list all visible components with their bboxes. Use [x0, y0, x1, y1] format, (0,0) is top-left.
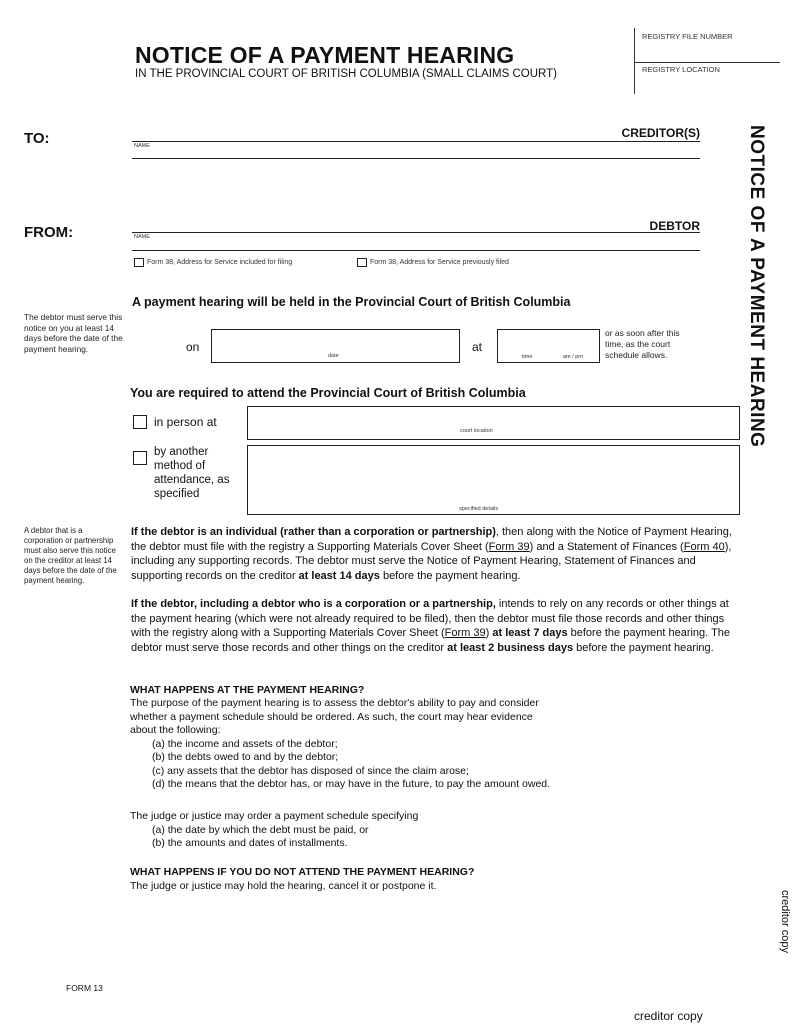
- individual-text-2: ) and a Statement of Finances (: [529, 540, 684, 553]
- form39-link[interactable]: Form 39: [488, 540, 530, 553]
- court-location-field[interactable]: [247, 406, 740, 440]
- specified-details-field[interactable]: [247, 445, 740, 515]
- form40-link[interactable]: Form 40: [683, 540, 725, 553]
- form39-link-2[interactable]: Form 39: [444, 627, 486, 639]
- corporation-text-2: ): [485, 627, 493, 639]
- hearing-time-field[interactable]: [497, 329, 600, 363]
- order-section: [130, 810, 730, 851]
- in-person-label: in person at: [154, 415, 217, 429]
- corporation-bold-intro: If the debtor, including a debtor who is a corporation or a partnership,: [131, 598, 496, 610]
- list-item: (a) the income and assets of the debtor;: [152, 737, 338, 750]
- debtor-name-label: NAME: [134, 234, 150, 240]
- individual-text-4: before the payment hearing.: [379, 569, 521, 582]
- corporation-text-3: before the payment hearing. The debtor must serve those records and other things on the creditor: [131, 627, 731, 654]
- individual-text-1: , then along with the Notice of Payment Hearing, the debtor must file with the registry a Supporting Materials Cover Sheet (: [131, 526, 732, 553]
- form-title: NOTICE OF A PAYMENT HEARING: [135, 42, 515, 68]
- what-happens-body: [130, 697, 730, 792]
- list-item: (d) the means that the debtor has, or may have in the future, to pay the amount owed.: [152, 778, 551, 790]
- specified-details-label: specified details: [459, 506, 499, 512]
- corporation-bold-business: at least 2 business days: [447, 641, 574, 654]
- date-label: date: [328, 353, 339, 359]
- time-label: time: [522, 354, 533, 360]
- side-title: NOTICE OF A PAYMENT HEARING: [746, 125, 767, 448]
- what-happens-heading: WHAT HAPPENS AT THE PAYMENT HEARING?: [130, 684, 365, 696]
- court-location-label: court location: [460, 428, 493, 434]
- creditor-name-label: NAME: [134, 143, 150, 149]
- at-label: at: [472, 340, 483, 354]
- side-note-service: The debtor must serve this notice on you at least 14 days before the date of the payment hearing.: [24, 312, 123, 354]
- debtor-name-field[interactable]: [132, 232, 700, 233]
- hearing-heading: A payment hearing will be held in the Provincial Court of British Columbia: [132, 295, 571, 309]
- other-method-label: by another method of attendance, as specified: [154, 446, 230, 500]
- registry-block: [634, 28, 780, 94]
- paragraph-corporation: [131, 597, 743, 655]
- form38-included-label: Form 38, Address for Service included for filing: [147, 259, 293, 266]
- attend-heading: You are required to attend the Provincial Court of British Columbia: [130, 386, 526, 400]
- to-label: TO:: [24, 130, 50, 147]
- on-label: on: [186, 340, 200, 354]
- corporation-bold-days: at least 7 days: [492, 627, 568, 639]
- form38-previous-checkbox[interactable]: [357, 258, 367, 267]
- copy-label-side: creditor copy: [779, 890, 791, 953]
- list-item: (b) the debts owed to and by the debtor;: [152, 751, 339, 763]
- not-attend-heading: WHAT HAPPENS IF YOU DO NOT ATTEND THE PAYMENT HEARING?: [130, 866, 475, 878]
- form38-included-checkbox[interactable]: [134, 258, 144, 267]
- registry-file-number-field[interactable]: [635, 62, 780, 63]
- from-label: FROM:: [24, 224, 74, 241]
- form38-previous-label: Form 38, Address for Service previously filed: [370, 259, 509, 266]
- what-happens-line-1: The purpose of the payment hearing is to assess the debtor's ability to pay and consider: [130, 697, 539, 709]
- list-item: (a) the date by which the debt must be paid, or: [152, 823, 369, 836]
- form-number: FORM 13: [66, 983, 103, 993]
- debtor-extra-line[interactable]: [132, 250, 700, 251]
- list-item: (c) any assets that the debtor has disposed of since the claim arose;: [152, 764, 469, 777]
- individual-bold-paren: (rather than a corporation or partnership): [280, 526, 496, 538]
- copy-label-bottom: creditor copy: [634, 1009, 703, 1023]
- what-happens-line-3: about the following:: [130, 724, 221, 736]
- individual-text-3: ), including any supporting records. The debtor must serve the Notice of Payment Hearing, Statement of Finances and supporting records on the creditor: [131, 540, 732, 582]
- corporation-text-1: intends to rely on any records or other things at the payment hearing (which were not already required to be filed), then the debtor must file those records and other things with the registry along with a Supporting Materials Cover Sheet (: [131, 598, 729, 639]
- individual-bold-intro: If the debtor is an individual: [131, 526, 278, 538]
- registry-location-label: REGISTRY LOCATION: [642, 65, 720, 74]
- ampm-label: am / pm: [563, 354, 583, 360]
- not-attend-text: The judge or justice may hold the hearing, cancel it or postpone it.: [130, 880, 437, 892]
- corporation-text-4: before the payment hearing.: [573, 641, 714, 654]
- side-note-corporation: A debtor that is a corporation or partnership must also serve this notice on the creditor at least 14 days before the date of the payment hearing.: [24, 526, 117, 585]
- other-method-checkbox[interactable]: [133, 451, 147, 465]
- debtor-role: DEBTOR: [649, 219, 700, 233]
- registry-file-number-label: REGISTRY FILE NUMBER: [642, 32, 733, 41]
- creditor-role: CREDITOR(S): [621, 126, 700, 140]
- in-person-checkbox[interactable]: [133, 415, 147, 429]
- judge-order-line: The judge or justice may order a payment schedule specifying: [130, 810, 419, 822]
- individual-bold-days: at least 14 days: [298, 569, 380, 582]
- form-subtitle: IN THE PROVINCIAL COURT OF BRITISH COLUMBIA (SMALL CLAIMS COURT): [135, 68, 557, 80]
- paragraph-individual: [131, 525, 743, 583]
- as-soon-after-text: or as soon after this time, as the court schedule allows.: [605, 328, 680, 360]
- creditor-extra-line[interactable]: [132, 158, 700, 159]
- what-happens-line-2: whether a payment schedule should be ordered. As such, the court may hear evidence: [130, 710, 533, 723]
- list-item: (b) the amounts and dates of installments.: [152, 837, 348, 849]
- creditor-name-field[interactable]: [132, 141, 700, 142]
